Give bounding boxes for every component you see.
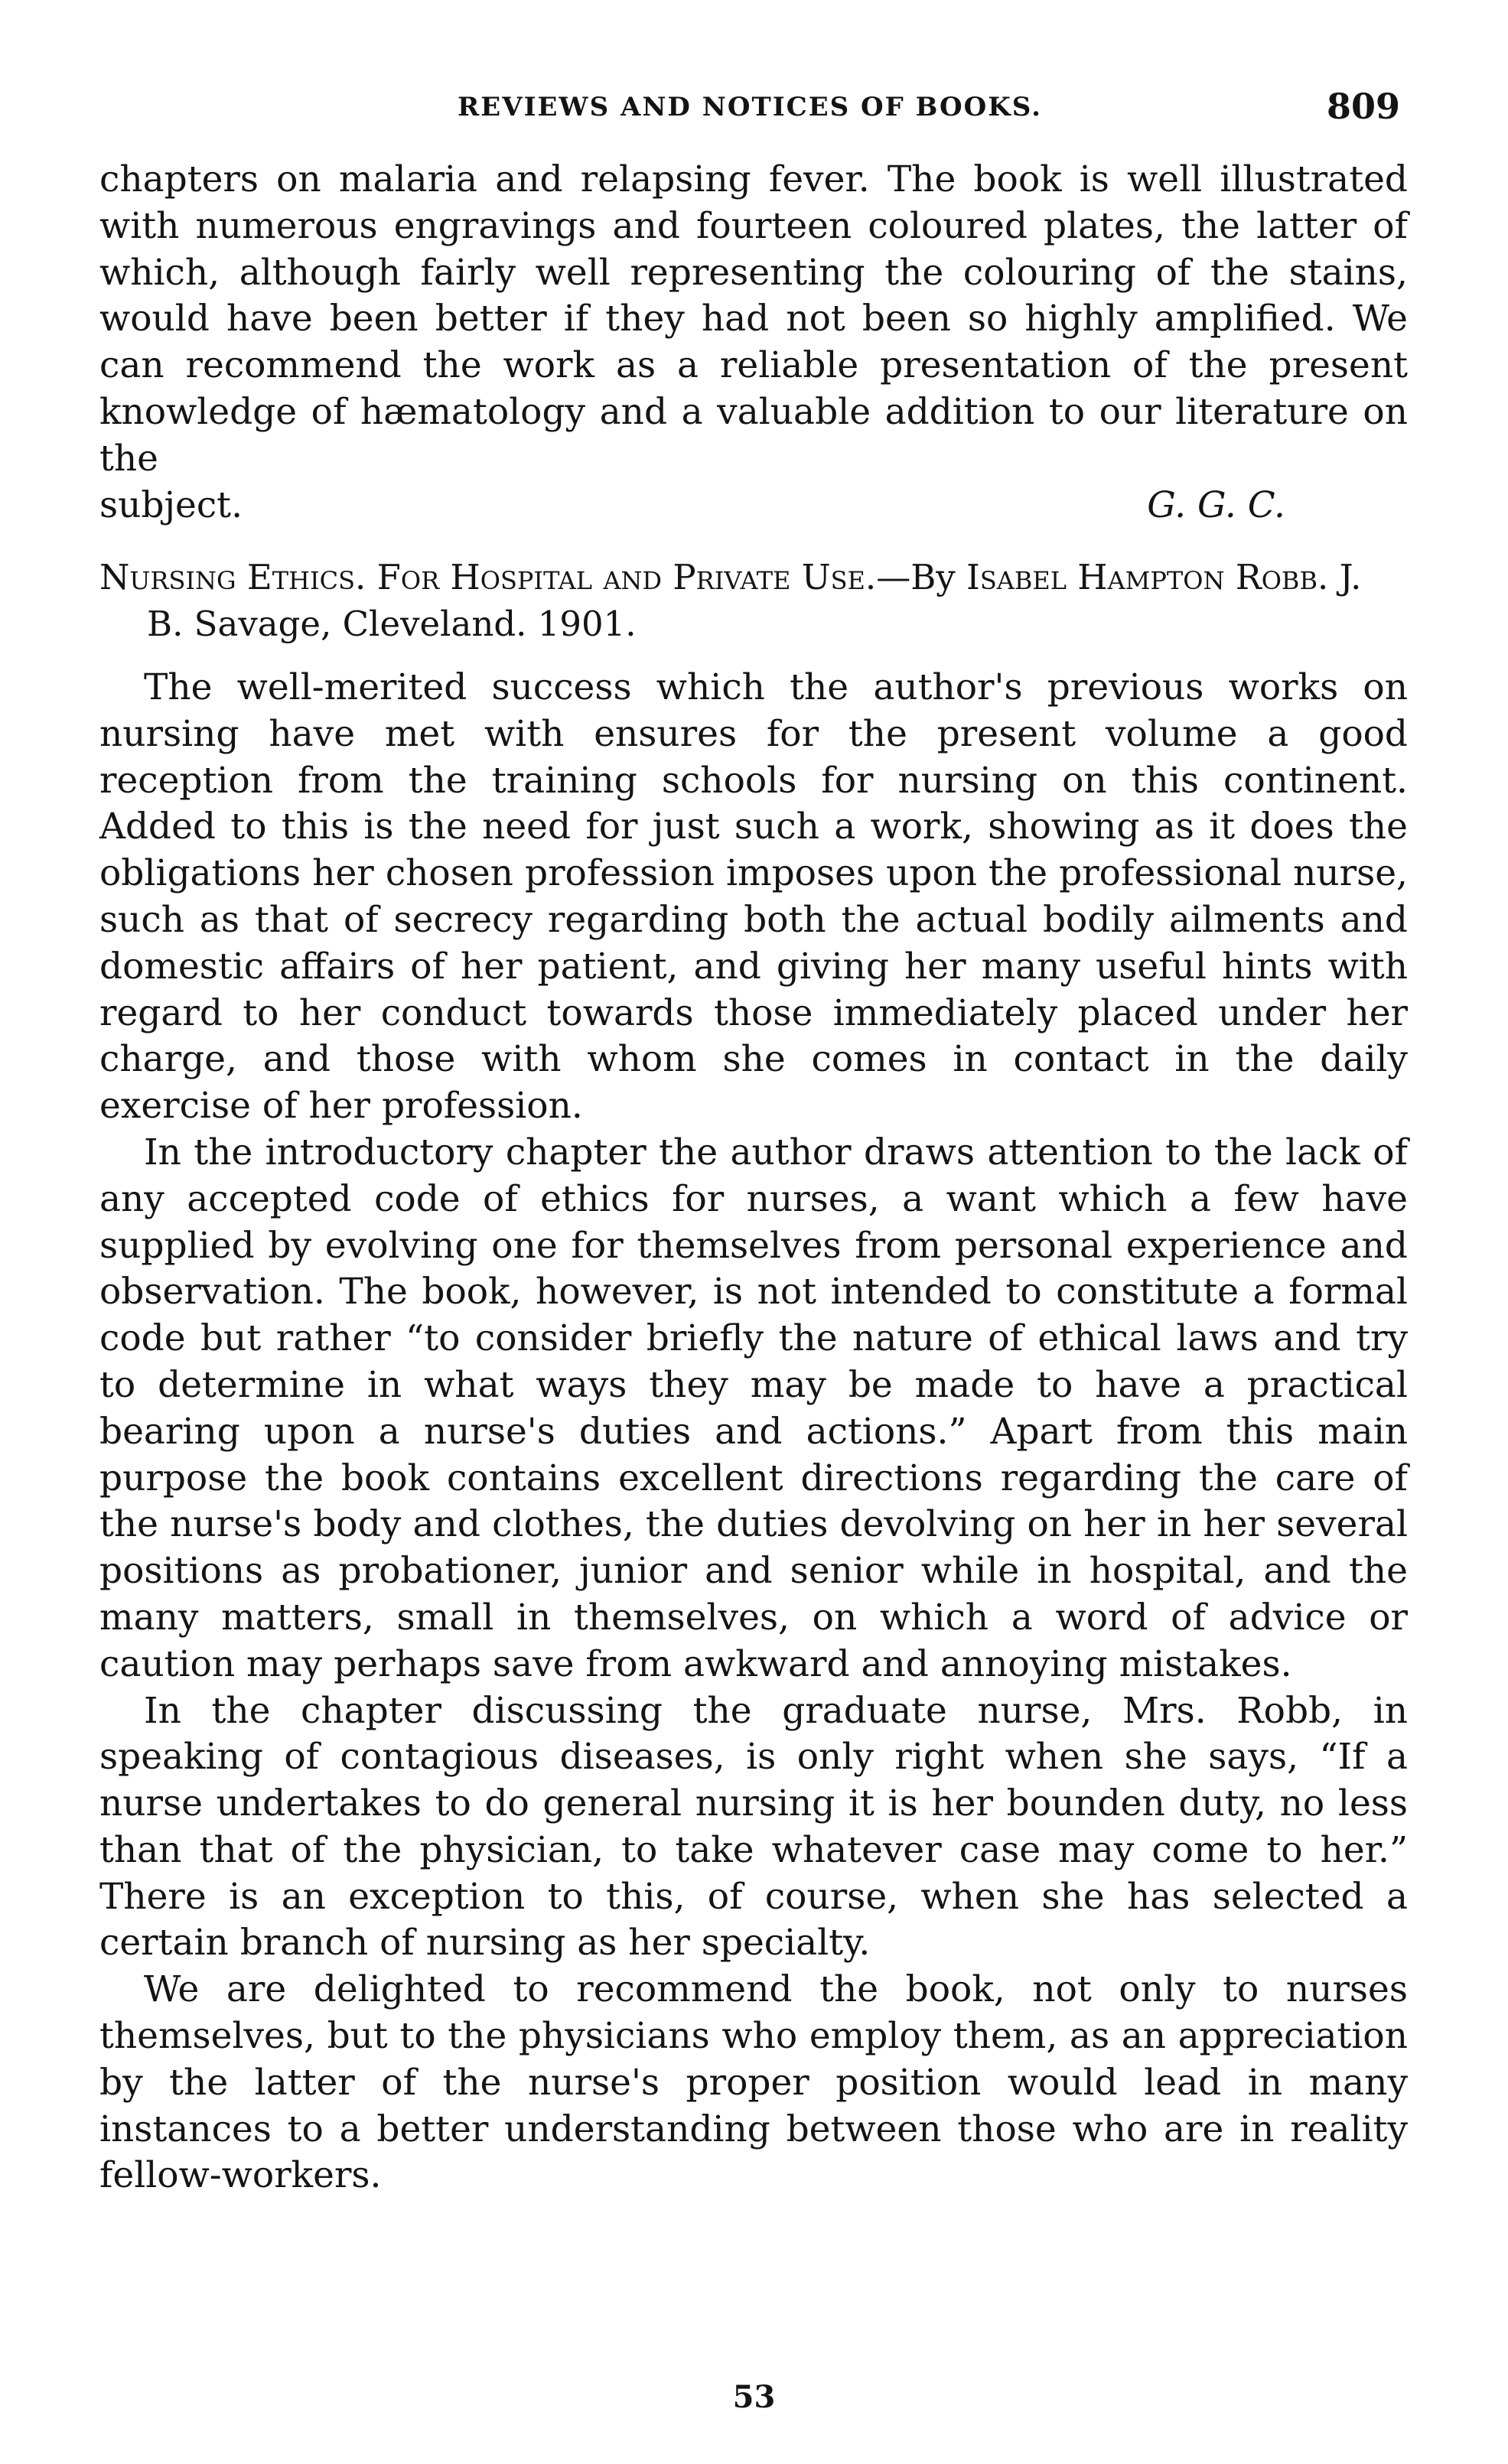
review-paragraph: We are delighted to recommend the book, not only to nurses themselves, but to the physicians who employ them, as an appreciation by the latter of the nurse's proper position would lead in many instances to a better understanding between those who are in reality fellow-workers. [99,1968,1408,2197]
previous-review-last-word: subject. [99,483,243,526]
signature-mark: 53 [732,2379,776,2415]
running-title: REVIEWS AND NOTICES OF BOOKS. [458,92,1042,122]
body-text [99,157,1408,2199]
review-heading [99,555,1408,648]
review-paragraph: In the chapter discussing the graduate nurse, Mrs. Robb, in speaking of contagious diseases, is only right when she says, “If a nurse undertakes to do general nursing it is her bounden duty, no less than that of the physician, to take whatever case may come to her.” There is an exception to this, of course, when she has selected a certain branch of nursing as her specialty. [99,1689,1408,1964]
page-number: 809 [1326,86,1400,127]
book-publisher: J. B. Savage, Cleveland. [147,557,1362,645]
review-paragraph: The well-merited success which the author's previous works on nursing have met with ensures for the present volume a good reception from the training schools for nursing on this continent. Added to this is the need for just such a work, showing as it does the obligations her chosen profession imposes upon the professional nurse, such as that of secrecy regarding both the actual bodily ailments and domestic affairs of her patient, and giving her many useful hints with regard to her conduct towards those immediately placed under her charge, and those with whom she comes in contact in the daily exercise of her profession. [99,666,1408,1128]
running-head [99,86,1400,136]
book-author: Isabel Hampton Robb. [966,557,1329,598]
reviewer-signature: G. G. C. [1147,483,1285,526]
author-prefix: —By [876,557,956,598]
review-paragraph: In the introductory chapter the author draws attention to the lack of any accepted code of ethics for nurses, a want which a few have supplied by evolving one for themselves from personal experience and observation. The book, however, is not intended to constitute a formal code but rather “to consider briefly the nature of ethical laws and try to determine in what ways they may be made to have a practical bearing upon a nurse's duties and actions.” Apart from this main purpose the book contains excellent directions regarding the care of the nurse's body and clothes, the duties devolving on her in her several positions as probationer, junior and senior while in hospital, and the many matters, small in themselves, on which a word of advice or caution may perhaps save from awkward and annoying mistakes. [99,1131,1408,1685]
book-subtitle: For Hospital and Private Use. [376,557,877,598]
book-year: 1901. [537,604,637,645]
previous-review-signature-line [99,483,1408,529]
book-title: Nursing Ethics. [99,557,366,598]
previous-review-ending: chapters on malaria and relapsing fever. The book is well illustrated with numerous engravings and fourteen coloured plates, the latter of which, although fairly well representing the colouring of the stains, would have been better if they had not been so highly amplified. We can recommend the work as a reliable presentation of the present knowledge of hæmatology and a valuable addition to our literature on the [99,158,1408,480]
